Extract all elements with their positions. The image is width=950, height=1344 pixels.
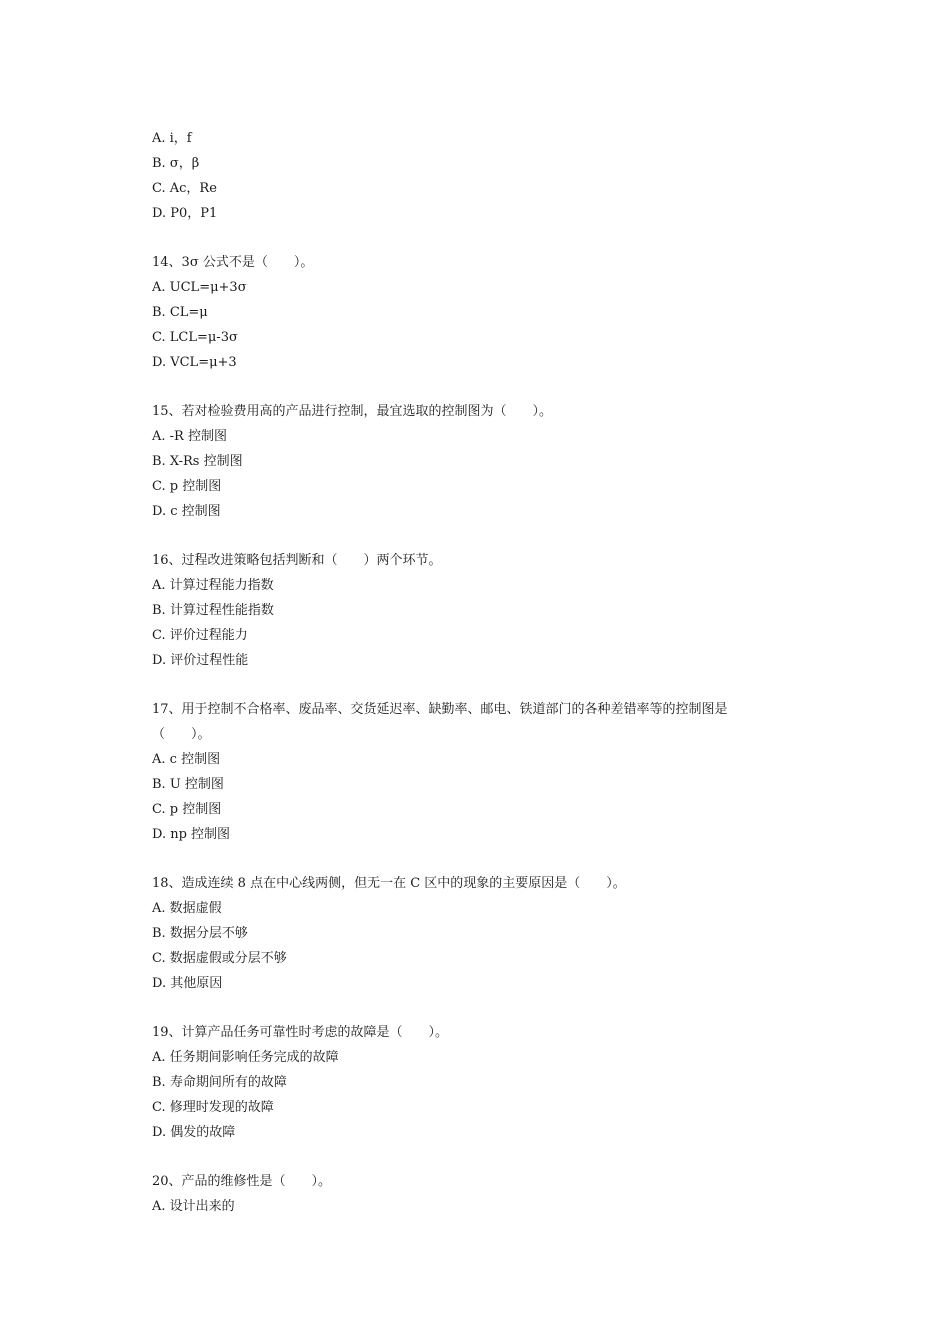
option-a: A. 计算过程能力指数	[152, 578, 274, 593]
option-c: C. 评价过程能力	[152, 628, 248, 643]
document-page	[152, 126, 832, 1219]
option-d: D. P0，P1	[152, 206, 218, 221]
question-13-options	[152, 126, 832, 226]
option-d: D. np 控制图	[152, 827, 231, 842]
option-d: D. 评价过程性能	[152, 653, 249, 668]
question-20	[152, 1169, 832, 1219]
question-15	[152, 399, 832, 524]
option-c: C. 数据虚假或分层不够	[152, 951, 287, 966]
option-c: C. 修理时发现的故障	[152, 1100, 274, 1115]
question-stem: 19、计算产品任务可靠性时考虑的故障是（ ）。	[152, 1025, 449, 1040]
question-stem-continuation: （ ）。	[152, 727, 211, 742]
question-stem: 20、产品的维修性是（ ）。	[152, 1174, 332, 1189]
option-a: A. 设计出来的	[152, 1199, 235, 1214]
option-c: C. p 控制图	[152, 479, 222, 494]
question-17	[152, 697, 832, 847]
question-stem: 17、用于控制不合格率、废品率、交货延迟率、缺勤率、邮电、铁道部门的各种差错率等的控制图是	[152, 702, 728, 717]
option-b: B. CL=μ	[152, 305, 208, 320]
option-d: D. VCL=μ+3	[152, 355, 237, 370]
option-b: B. X-Rs 控制图	[152, 454, 243, 469]
option-a: A. UCL=μ+3σ	[152, 280, 247, 295]
option-a: A. 任务期间影响任务完成的故障	[152, 1050, 339, 1065]
question-stem: 14、3σ 公式不是（ ）。	[152, 255, 314, 270]
option-c: C. LCL=μ-3σ	[152, 330, 238, 345]
option-c: C. p 控制图	[152, 802, 222, 817]
option-a: A. i，f	[152, 131, 192, 146]
option-a: A. c 控制图	[152, 752, 221, 767]
option-b: B. 计算过程性能指数	[152, 603, 274, 618]
option-d: D. 偶发的故障	[152, 1125, 236, 1140]
question-18	[152, 871, 832, 996]
option-d: D. c 控制图	[152, 504, 221, 519]
option-a: A. -R 控制图	[152, 429, 227, 444]
question-14	[152, 250, 832, 375]
option-b: B. 寿命期间所有的故障	[152, 1075, 287, 1090]
question-19	[152, 1020, 832, 1145]
option-d: D. 其他原因	[152, 976, 223, 991]
option-c: C. Ac，Re	[152, 181, 217, 196]
question-stem: 15、若对检验费用高的产品进行控制，最宜选取的控制图为（ ）。	[152, 404, 553, 419]
question-stem: 18、造成连续 8 点在中心线两侧，但无一在 C 区中的现象的主要原因是（ ）。	[152, 876, 626, 891]
option-b: B. σ，β	[152, 156, 200, 171]
option-a: A. 数据虚假	[152, 901, 222, 916]
option-b: B. 数据分层不够	[152, 926, 248, 941]
question-stem: 16、过程改进策略包括判断和（ ）两个环节。	[152, 553, 442, 568]
option-b: B. U 控制图	[152, 777, 224, 792]
question-16	[152, 548, 832, 673]
